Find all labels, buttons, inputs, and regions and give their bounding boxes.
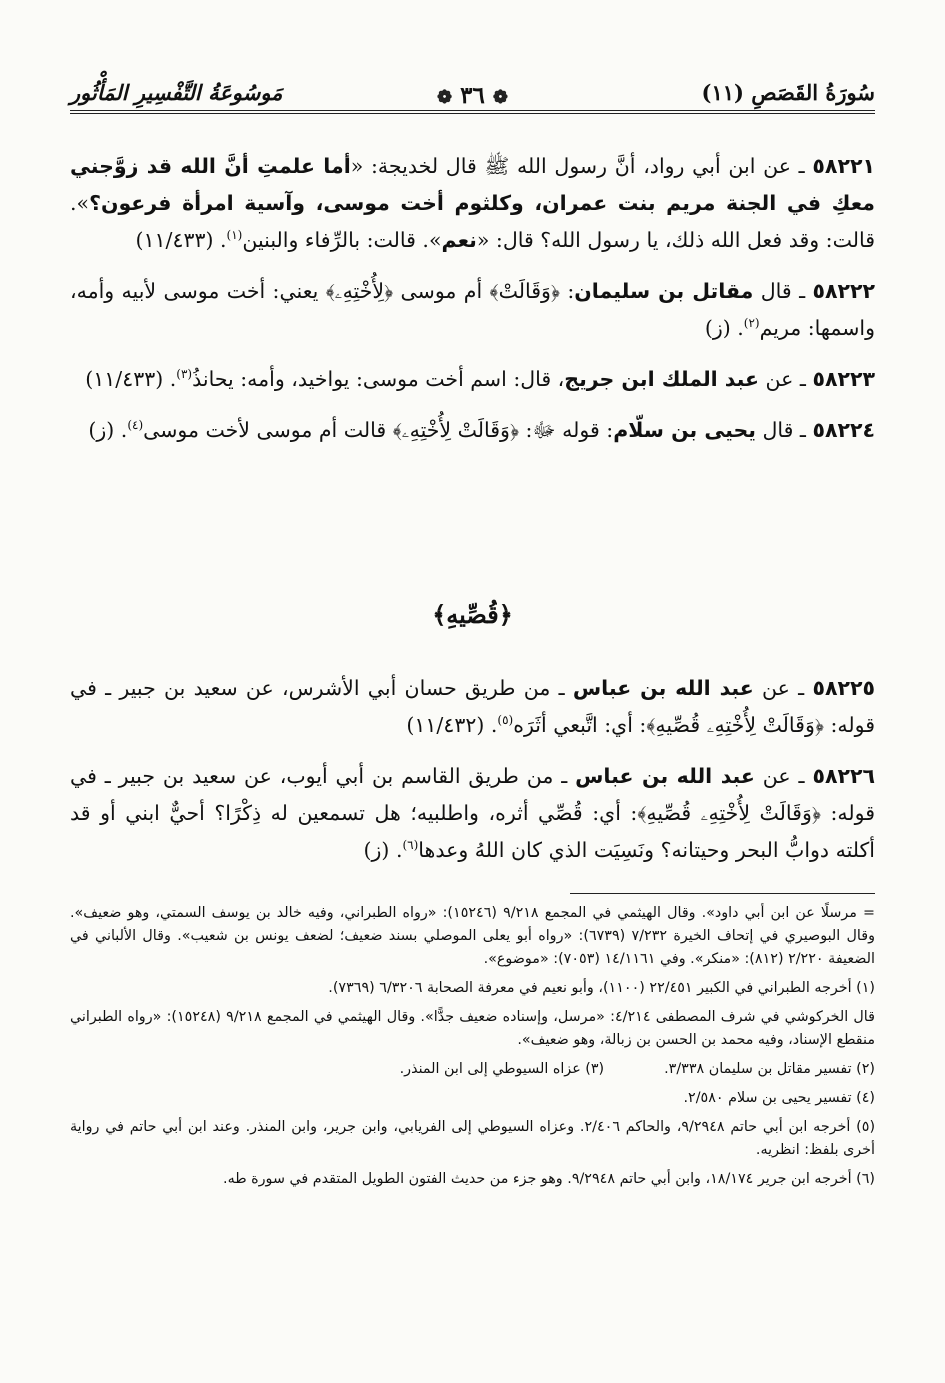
main-text-2	[70, 670, 875, 883]
footnote-ref: (٢)	[743, 316, 760, 331]
entry: ٥٨٢٢٥ ـ عن عبد الله بن عباس ـ من طريق حسان أبي الأشرس، عن سعيد بن جبير ـ في قوله: ﴿وَقَالَتْ لِأُخْتِهِۦ قُصِّيهِ﴾: أي: اتَّبعي أثَرَه$^{(٥)}$. (١١/٤٣٢)	[70, 676, 875, 737]
footnotes	[70, 902, 875, 1197]
book-title: مَوسُوعَةُ التَّفْسِيرِ المَأْثُور	[70, 80, 283, 105]
page-number: ❁ ٣٦ ❁	[70, 82, 875, 109]
header-rule	[70, 110, 875, 114]
footnote-separator	[570, 893, 875, 894]
footnote: (٤) تفسير يحيى بن سلام ٢/٥٨٠.	[683, 1090, 875, 1106]
footnote: (٣) عزاه السيوطي إلى ابن المنذر.	[399, 1061, 605, 1077]
footnote-row	[70, 1058, 875, 1081]
page-header	[70, 70, 875, 130]
footnote-ref: (٣)	[176, 367, 193, 382]
footnote: = مرسلًا عن ابن أبي داود». وقال الهيثمي في المجمع ٩/٢١٨ (١٥٢٤٦): «رواه الطبراني، وفيه خالد بن يوسف السمتي، وهو ضعيف». وقال البوصيري في إتحاف الخيرة ٧/٢٣٢ (٦٧٣٩): «رواه أبو يعلى الموصلي بسند ضعيف؛ لضعف يونس بن شعيب». وقال الألباني في الضعيفة ٢/٢٢٠ (٨١٢): «منكر». وفي ١٤/١١٦١ (٧٠٥٣): «موضوع».	[70, 905, 876, 967]
entry: ٥٨٢٢٣ ـ عن عبد الملك ابن جريج، قال: اسم أخت موسى: يواخيد، وأمه: يحانذُ$^{(٣)}$. (١١/٤٣٣)	[85, 367, 875, 391]
entry: ٥٨٢٢١ ـ عن ابن أبي رواد، أنَّ رسول الله ﷺ قال لخديجة: «أما علمتِ أنَّ الله قد زوَّجني معكِ في الجنة مريم بنت عمران، وكلثوم أخت موسى، وآسية امرأة فرعون؟». قالت: وقد فعل الله ذلك، يا رسول الله؟ قال: «نعم». قالت: بالرِّفاء والبنين$^{(١)}$. (١١/٤٣٣)	[70, 154, 875, 252]
entry: ٥٨٢٢٤ ـ قال يحيى بن سلّام: قوله ﷻ: ﴿وَقَالَتْ لِأُخْتِهِۦ﴾ قالت أم موسى لأخت موسى$^{(٤)}$. (ز)	[88, 418, 875, 442]
footnote: (٢) تفسير مقاتل بن سليمان ٣/٣٣٨.	[664, 1061, 875, 1077]
footnote: (٥) أخرجه ابن أبي حاتم ٩/٢٩٤٨، والحاكم ٢/٤٠٦. وعزاه السيوطي إلى الفريابي، وابن جرير، وابن المنذر. وعند ابن أبي حاتم في رواية أخرى بلفظ: انظريه.	[70, 1119, 876, 1158]
entry: ٥٨٢٢٦ ـ عن عبد الله بن عباس ـ من طريق القاسم بن أبي أيوب، عن سعيد بن جبير ـ في قوله: ﴿وَقَالَتْ لِأُخْتِهِۦ قُصِّيهِ﴾: أي: قُصِّي أثره، واطلبيه؛ هل تسمعين له ذِكْرًا؟ أحيٌّ ابني أو قد أكلته دوابُّ البحر وحيتانه؟ ونَسِيَت الذي كان اللهُ وعدها$^{(٦)}$. (ز)	[70, 764, 875, 862]
surah-title: سُورَةُ القَصَصِ (١١)	[701, 80, 875, 105]
footnote-ref: (٤)	[127, 418, 144, 433]
ornament-icon: ❁	[492, 87, 508, 108]
footnote-ref: (٦)	[402, 838, 419, 853]
entry: ٥٨٢٢٢ ـ قال مقاتل بن سليمان: ﴿وَقَالَتْ﴾ أم موسى ﴿لِأُخْتِهِۦ﴾ يعني: أخت موسى لأبيه وأمه، واسمها: مريم$^{(٢)}$. (ز)	[70, 279, 875, 340]
main-text	[70, 148, 875, 463]
footnote: قال الخركوشي في شرف المصطفى ٤/٢١٤: «مرسل، وإسناده ضعيف جدًّا». وقال الهيثمي في المجمع ٩/٢١٨ (١٥٢٤٨): «رواه الطبراني منقطع الإسناد، وفيه محمد بن الحسن بن زبالة، وهو ضعيف».	[70, 1009, 875, 1048]
section-heading: ﴿قُصِّيهِ﴾	[432, 600, 513, 629]
ornament-icon: ❁	[437, 87, 453, 108]
footnote: (١) أخرجه الطبراني في الكبير ٢٢/٤٥١ (١١٠٠)، وأبو نعيم في معرفة الصحابة ٦/٣٢٠٦ (٧٣٦٩).	[328, 980, 875, 996]
footnote-ref: (٥)	[497, 713, 514, 728]
footnote: (٦) أخرجه ابن جرير ١٨/١٧٤، وابن أبي حاتم ٩/٢٩٤٨. وهو جزء من حديث الفتون الطويل المتقدم في سورة طه.	[223, 1171, 875, 1187]
footnote-ref: (١)	[226, 228, 243, 243]
